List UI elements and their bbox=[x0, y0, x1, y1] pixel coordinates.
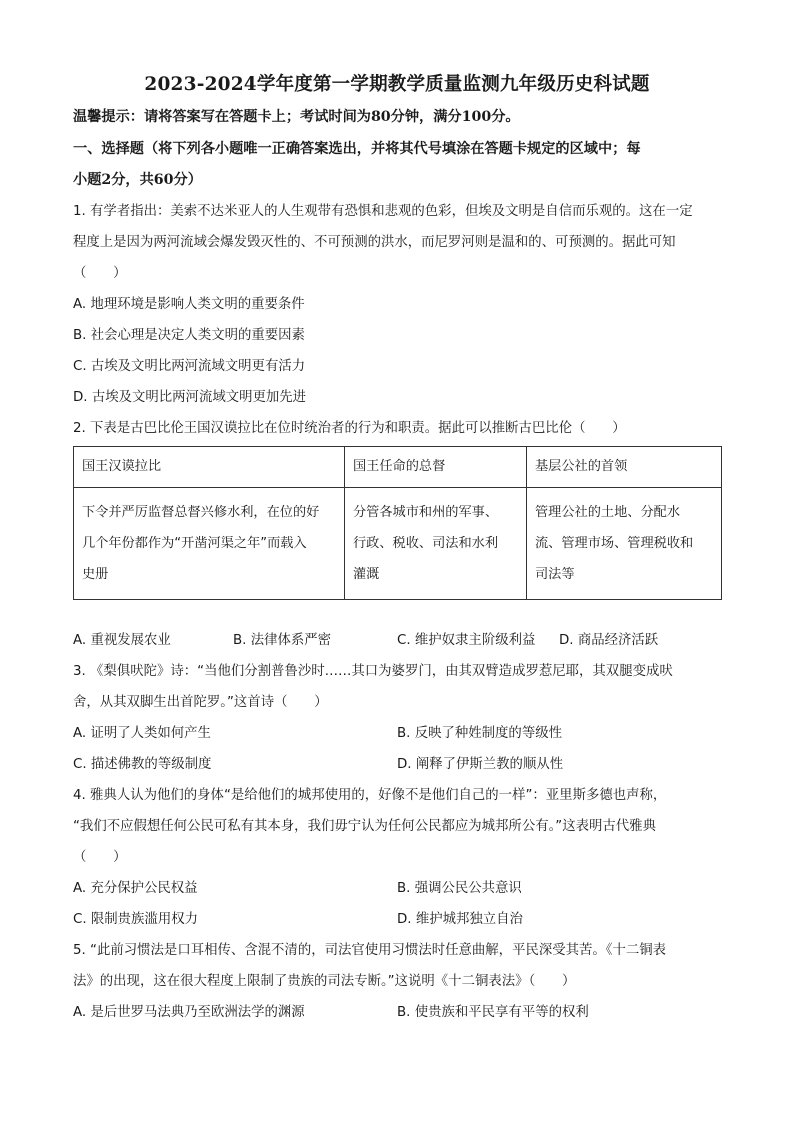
cell-line: 史册 bbox=[82, 567, 109, 582]
q1-stem-line1: 1. 有学者指出：美索不达米亚人的人生观带有恐惧和悲观的色彩，但埃及文明是自信而乐观的。这在一定 bbox=[73, 204, 693, 219]
table-cell bbox=[527, 488, 722, 600]
cell-line: 司法等 bbox=[535, 567, 575, 582]
q3-option-c: C. 描述佛教的等级制度 bbox=[73, 757, 212, 772]
exam-title: 2023-2024学年度第一学期教学质量监测九年级历史科试题 bbox=[144, 74, 650, 95]
q1-answer-bracket: （ ） bbox=[73, 266, 127, 281]
q1-option-a: A. 地理环境是影响人类文明的重要条件 bbox=[73, 297, 305, 312]
table-header-row bbox=[74, 447, 722, 488]
q4-option-c: C. 限制贵族滥用权力 bbox=[73, 912, 198, 927]
table-header-cell: 基层公社的首领 bbox=[527, 447, 722, 488]
cell-line: 灌溉 bbox=[353, 567, 380, 582]
table-cell bbox=[74, 488, 345, 600]
q5-option-a: A. 是后世罗马法典乃至欧洲法学的渊源 bbox=[73, 1005, 305, 1020]
q5-stem-line1: 5. “此前习惯法是口耳相传、含混不清的，司法官使用习惯法时任意曲解，平民深受其苦。《十二铜表 bbox=[73, 943, 667, 958]
q4-option-d: D. 维护城邦独立自治 bbox=[397, 912, 523, 927]
q5-stem-line2: 法》的出现，这在很大程度上限制了贵族的司法专断。”这说明《十二铜表法》（ ） bbox=[73, 974, 576, 989]
cell-line: 流、管理市场、管理税收和 bbox=[535, 536, 694, 551]
table-header-cell: 国王汉谟拉比 bbox=[74, 447, 345, 488]
q5-option-b: B. 使贵族和平民享有平等的权利 bbox=[397, 1005, 589, 1020]
q3-option-a: A. 证明了人类如何产生 bbox=[73, 726, 211, 741]
table-cell bbox=[345, 488, 527, 600]
q3-stem-line2: 舍，从其双脚生出首陀罗。”这首诗（ ） bbox=[73, 695, 328, 710]
table-row bbox=[74, 488, 722, 600]
q3-stem-line1: 3. 《梨俱吠陀》诗：“当他们分割普鲁沙时……其口为婆罗门，由其双臂造成罗惹尼耶，其双腿变成吠 bbox=[73, 664, 673, 679]
section-heading-line1: 一、选择题（将下列各小题唯一正确答案选出，并将其代号填涂在答题卡规定的区域中；每 bbox=[73, 141, 641, 157]
q3-option-d: D. 阐释了伊斯兰教的顺从性 bbox=[397, 757, 564, 772]
q1-stem-line2: 程度上是因为两河流域会爆发毁灭性的、不可预测的洪水，而尼罗河则是温和的、可预测的。据此可知 bbox=[73, 235, 676, 250]
cell-line: 管理公社的土地、分配水 bbox=[535, 505, 681, 520]
q4-stem-line1: 4. 雅典人认为他们的身体“是给他们的城邦使用的，好像不是他们自己的一样”：亚里斯多德也声称， bbox=[73, 788, 667, 803]
q1-option-b: B. 社会心理是决定人类文明的重要因素 bbox=[73, 328, 305, 343]
q2-stem: 2. 下表是古巴比伦王国汉谟拉比在位时统治者的行为和职责。据此可以推断古巴比伦（ ） bbox=[73, 421, 626, 436]
table-header-cell: 国王任命的总督 bbox=[345, 447, 527, 488]
q1-option-d: D. 古埃及文明比两河流域文明更加先进 bbox=[73, 390, 307, 405]
section-heading-line2: 小题2分，共60分） bbox=[73, 172, 202, 188]
q4-stem-line2: “我们不应假想任何公民可私有其本身，我们毋宁认为任何公民都应为城邦所公有。”这表明古代雅典 bbox=[73, 819, 656, 834]
q1-option-c: C. 古埃及文明比两河流域文明更有活力 bbox=[73, 359, 306, 374]
cell-line: 下令并严厉监督总督兴修水利，在位的好 bbox=[82, 505, 320, 520]
q2-option-c: C. 维护奴隶主阶级利益 bbox=[397, 633, 536, 648]
q4-answer-bracket: （ ） bbox=[73, 850, 127, 865]
q2-table bbox=[73, 446, 722, 600]
notice-text: 温馨提示：请将答案写在答题卡上；考试时间为80分钟，满分100分。 bbox=[73, 109, 520, 125]
q2-option-a: A. 重视发展农业 bbox=[73, 633, 171, 648]
q2-option-d: D. 商品经济活跃 bbox=[559, 633, 659, 648]
q3-option-b: B. 反映了种姓制度的等级性 bbox=[397, 726, 562, 741]
cell-line: 行政、税收、司法和水利 bbox=[353, 536, 499, 551]
cell-line: 几个年份都作为“开凿河渠之年”而载入 bbox=[82, 536, 307, 551]
cell-line: 分管各城市和州的军事、 bbox=[353, 505, 499, 520]
q2-option-b: B. 法律体系严密 bbox=[233, 633, 332, 648]
q4-option-a: A. 充分保护公民权益 bbox=[73, 881, 198, 896]
q4-option-b: B. 强调公民公共意识 bbox=[397, 881, 522, 896]
